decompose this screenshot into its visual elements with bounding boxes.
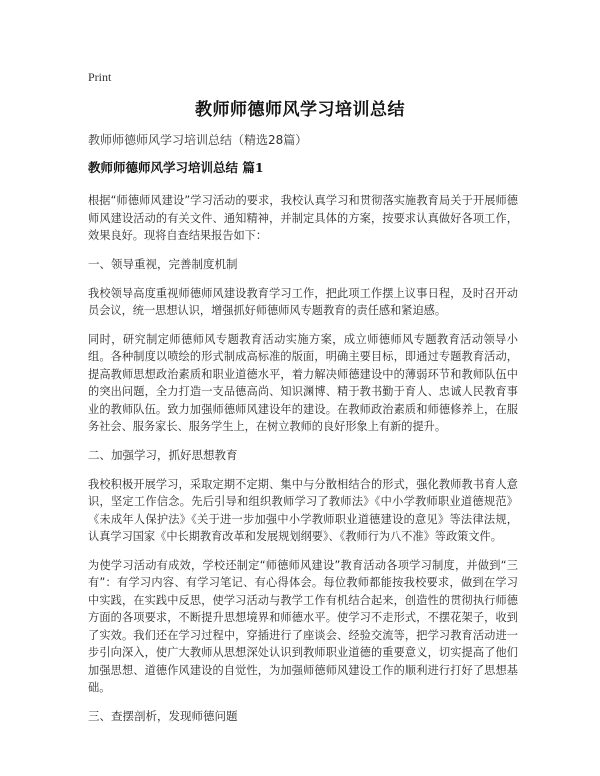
section-heading: 三、查摆剖析，发现师德问题 <box>88 708 238 723</box>
paragraph: 同时，研究制定师德师风专题教育活动实施方案，成立师德师风专题教育活动领导小组。各种制度以喷绘的形式制成高标准的版面，明确主要目标，即通过专题教育活动，提高教师思想政治素质和职业道德水平，着力解决师德建设中的薄弱环节和教师队伍中的突出问题，全力打造一支品德高尚、知识渊博、精于教书勤于育人、忠诚人民教育事业的教师队伍。致力加强师德师风建设年的建设。在教师政治素质和师德修养上，在服务社会、服务家长、服务学生上，在树立教师的良好形象上有新的提升。 <box>88 332 518 433</box>
paragraph: 我校积极开展学习，采取定期不定期、集中与分散相结合的形式，强化教师教书育人意识，坚定工作信念。先后引导和组织教师学习了教师法》《中小学教师职业道德规范》《未成年人保护法》《关于进一步加强中小学教师职业道德建设的意见》等法律法规，认真学习国家《中长期教育改革和发展规划纲要》、《教师行为八不准》等政策文件。 <box>88 477 518 543</box>
document-title: 教师师德师风学习培训总结 <box>195 100 405 120</box>
paragraph: 我校领导高度重视师德师风建设教育学习工作，把此项工作摆上议事日程，及时召开动员会议，统一思想认识，增强抓好师德师风专题教育的责任感和紧迫感。 <box>88 286 518 317</box>
print-label[interactable]: Print <box>88 70 112 84</box>
article-heading: 教师师德师风学习培训总结 篇1 <box>88 160 264 175</box>
paragraph: 为使学习活动有成效，学校还制定“师德师风建设”教育活动各项学习制度，并做到“三有”：有学习内容、有学习笔记、有心得体会。每位教师都能按我校要求，做到在学习中实践，在实践中反思，使学习活动与教学工作有机结合起来，创造性的贯彻执行师德方面的各项要求，不断提升思想境界和师德水平。使学习不走形式，不摆花架子，收到了实效。我们还在学习过程中，穿插进行了座谈会、经验交流等，把学习教育活动进一步引向深入，使广大教师从思想深处认识到教师职业道德的重要意义，切实提高了他们加强思想、道德作风建设的自觉性，为加强师德师风建设工作的顺利进行打好了思想基础。 <box>88 558 518 694</box>
section-heading: 一、领导重视，完善制度机制 <box>88 256 238 271</box>
document-subtitle: 教师师德师风学习培训总结（精选28篇） <box>88 133 308 147</box>
document-body <box>88 132 518 737</box>
section-heading: 二、加强学习，抓好思想教育 <box>88 447 238 462</box>
paragraph: 根据“师德师风建设”学习活动的要求，我校认真学习和贯彻落实施教育局关于开展师德师风建设活动的有关文件、通知精神，并制定具体的方案，按要求认真做好各项工作，效果良好。现将自查结果报告如下： <box>88 194 518 242</box>
